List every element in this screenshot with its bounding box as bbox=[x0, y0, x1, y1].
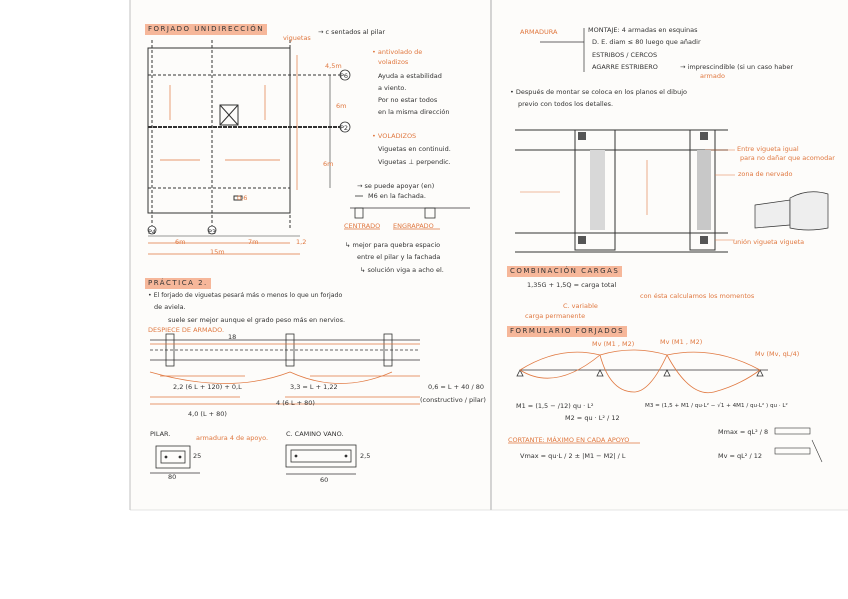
plan-note-1: Entre vigueta igual bbox=[737, 145, 799, 153]
dist-e: 0,6 = L + 40 / 80 bbox=[428, 383, 484, 391]
dim-6-upper: 6m bbox=[336, 102, 347, 110]
formula-m2: M2 = qu · L² / 12 bbox=[565, 414, 620, 422]
note-b1b: voladizos bbox=[378, 58, 409, 66]
combinacion-note: con ésta calculamos los momentos bbox=[640, 292, 755, 300]
dim-6m: 6m bbox=[175, 238, 186, 246]
formula-m1: M1 = (1,5 − /12) qu · L² bbox=[516, 402, 594, 410]
dim-12: 1,2 bbox=[296, 238, 307, 246]
pillar-p3-label: P3 bbox=[208, 228, 217, 236]
dim-06: 0,6 bbox=[237, 194, 248, 202]
combinacion-formula: 1,35G + 1,5Q = carga total bbox=[527, 281, 617, 289]
plan-hatched-blocks bbox=[578, 132, 711, 244]
d18-label: 18 bbox=[228, 333, 237, 341]
despiece-bars bbox=[150, 344, 420, 404]
combinacion-sub-2: carga permanente bbox=[525, 312, 586, 320]
pilar-label: PILAR. bbox=[150, 430, 171, 438]
forjado-header: FORJADO UNIDIRECCIÓN bbox=[145, 24, 267, 35]
note-b2: Ayuda a estabilidad bbox=[378, 72, 442, 80]
plan-orange-arrows bbox=[148, 55, 300, 254]
diam-text: D. E. diam ≤ 80 luego que añadir bbox=[592, 38, 701, 46]
note-b3: a viento. bbox=[378, 84, 407, 92]
combinacion-sub-1: C. variable bbox=[563, 302, 598, 310]
agarre-text-2: → imprescindible (si un caso haber bbox=[680, 63, 794, 71]
practica-1: • El forjado de viguetas pesará más o menos lo que un forjado bbox=[148, 292, 343, 299]
agarre-text-3: armado bbox=[700, 72, 725, 80]
dim-6-lower: 6m bbox=[323, 160, 334, 168]
moment-right: Mv (Mv, qL/4) bbox=[755, 350, 800, 358]
centrado-label: CENTRADO bbox=[344, 222, 381, 230]
montaje-text: MONTAJE: 4 armadas en esquinas bbox=[588, 26, 698, 34]
pillar-p2-label: P2 bbox=[340, 124, 349, 132]
viguetas-label: viguetas bbox=[283, 34, 311, 42]
voladizos-header: • VOLADIZOS bbox=[372, 132, 417, 140]
floor-plan-right bbox=[515, 130, 728, 252]
despues-text: • Después de montar se coloca en los planos el dibujo bbox=[510, 88, 688, 96]
note-b4: Por no estar todos bbox=[378, 96, 438, 104]
mejor-3: ↳ solución viga a acho el. bbox=[360, 266, 444, 274]
agarre-text: AGARRE ESTRIBERO bbox=[592, 63, 658, 71]
formula-mv: Mv = qL² / 12 bbox=[718, 452, 762, 460]
pilar-note: armadura 4 de apoyo. bbox=[196, 434, 269, 442]
note-b5: en la misma dirección bbox=[378, 108, 450, 116]
nervado-sketch bbox=[755, 192, 828, 230]
engranado-label: ENGRAPADO bbox=[393, 222, 434, 230]
voladizos-2: Viguetas ⊥ perpendic. bbox=[378, 158, 451, 166]
apoyo-2: M6 en la fachada. bbox=[368, 192, 426, 200]
moment-left: Mv (M1 , M2) bbox=[592, 340, 635, 348]
dim-25: 25 bbox=[193, 452, 202, 460]
moment-mid: Mv (M1 , M2) bbox=[660, 338, 703, 346]
dist-d: 4,0 (L + 80) bbox=[188, 410, 227, 418]
mejor-1: ↳ mejor para quebra espacio bbox=[345, 241, 441, 249]
dim-25b: 2,5 bbox=[360, 452, 371, 460]
dim-80: 80 bbox=[168, 473, 177, 481]
despiece-label: DESPIECE DE ARMADO. bbox=[148, 326, 225, 334]
sections bbox=[150, 445, 356, 474]
dim-total: 15m bbox=[210, 248, 225, 256]
dim-60: 60 bbox=[320, 476, 329, 484]
dist-b: 3,3 = L + 1,22 bbox=[290, 383, 338, 391]
plan-note-3: zona de nervado bbox=[738, 170, 793, 178]
load-sketches bbox=[775, 428, 822, 462]
c-sentados-note: → c sentados al pilar bbox=[318, 28, 385, 36]
formula-mmax: Mmax = qL² / 8 bbox=[718, 428, 769, 436]
voladizos-1: Viguetas en continuid. bbox=[378, 145, 451, 153]
mejor-2: entre el pilar y la fachada bbox=[357, 253, 441, 261]
plan-note-2: para no dañar que acomodar bbox=[740, 154, 835, 162]
formula-m3: M3 = (1,5 + M1 / qu·L² − √1 + 4M1 / qu·L² ) qu · L² bbox=[645, 403, 788, 409]
despues-text-2: previo con todos los detalles. bbox=[518, 100, 614, 108]
practica-1b: de aviela. bbox=[154, 303, 186, 311]
formulario-beam bbox=[517, 370, 768, 376]
practica-header: PRÁCTICA 2. bbox=[145, 278, 211, 289]
dim-7m: 7m bbox=[248, 238, 259, 246]
camino-label: C. CAMINO VANO. bbox=[286, 430, 344, 438]
dim-45: 4,5m bbox=[325, 62, 342, 70]
formula-vmax: Vmax = qu·L / 2 ± |M1 − M2| / L bbox=[520, 452, 626, 460]
dist-a: 2,2 (6 L + 120) + 0,L bbox=[173, 383, 242, 391]
practica-2: suele ser mejor aunque el grado peso más en nervios. bbox=[168, 316, 346, 324]
moment-diagram bbox=[520, 350, 760, 393]
despiece-beams bbox=[150, 334, 420, 366]
combinacion-header: COMBINACIÓN CARGAS bbox=[507, 266, 622, 277]
constructivo-note: (constructivo / pilar) bbox=[420, 396, 486, 404]
apoyo-1: → se puede apoyar (en) bbox=[357, 182, 435, 190]
pillar-p4-label: P4 bbox=[148, 228, 157, 236]
plan-dim-lines bbox=[148, 75, 330, 236]
estribos-text: ESTRIBOS / CERCOS bbox=[592, 51, 658, 59]
formulario-header: FORMULARIO FORJADOS bbox=[507, 326, 627, 337]
dist-c: 4 (6 L + 80) bbox=[276, 399, 315, 407]
pillar-p6-label: P6 bbox=[340, 72, 349, 80]
cortante-header: CORTANTE: MÁXIMO EN CADA APOYO bbox=[508, 436, 630, 444]
note-b1: • antivolado de bbox=[372, 48, 423, 56]
armadura-label: ARMADURA bbox=[520, 28, 558, 36]
plan-note-4: unión vigueta vigueta bbox=[733, 238, 805, 246]
